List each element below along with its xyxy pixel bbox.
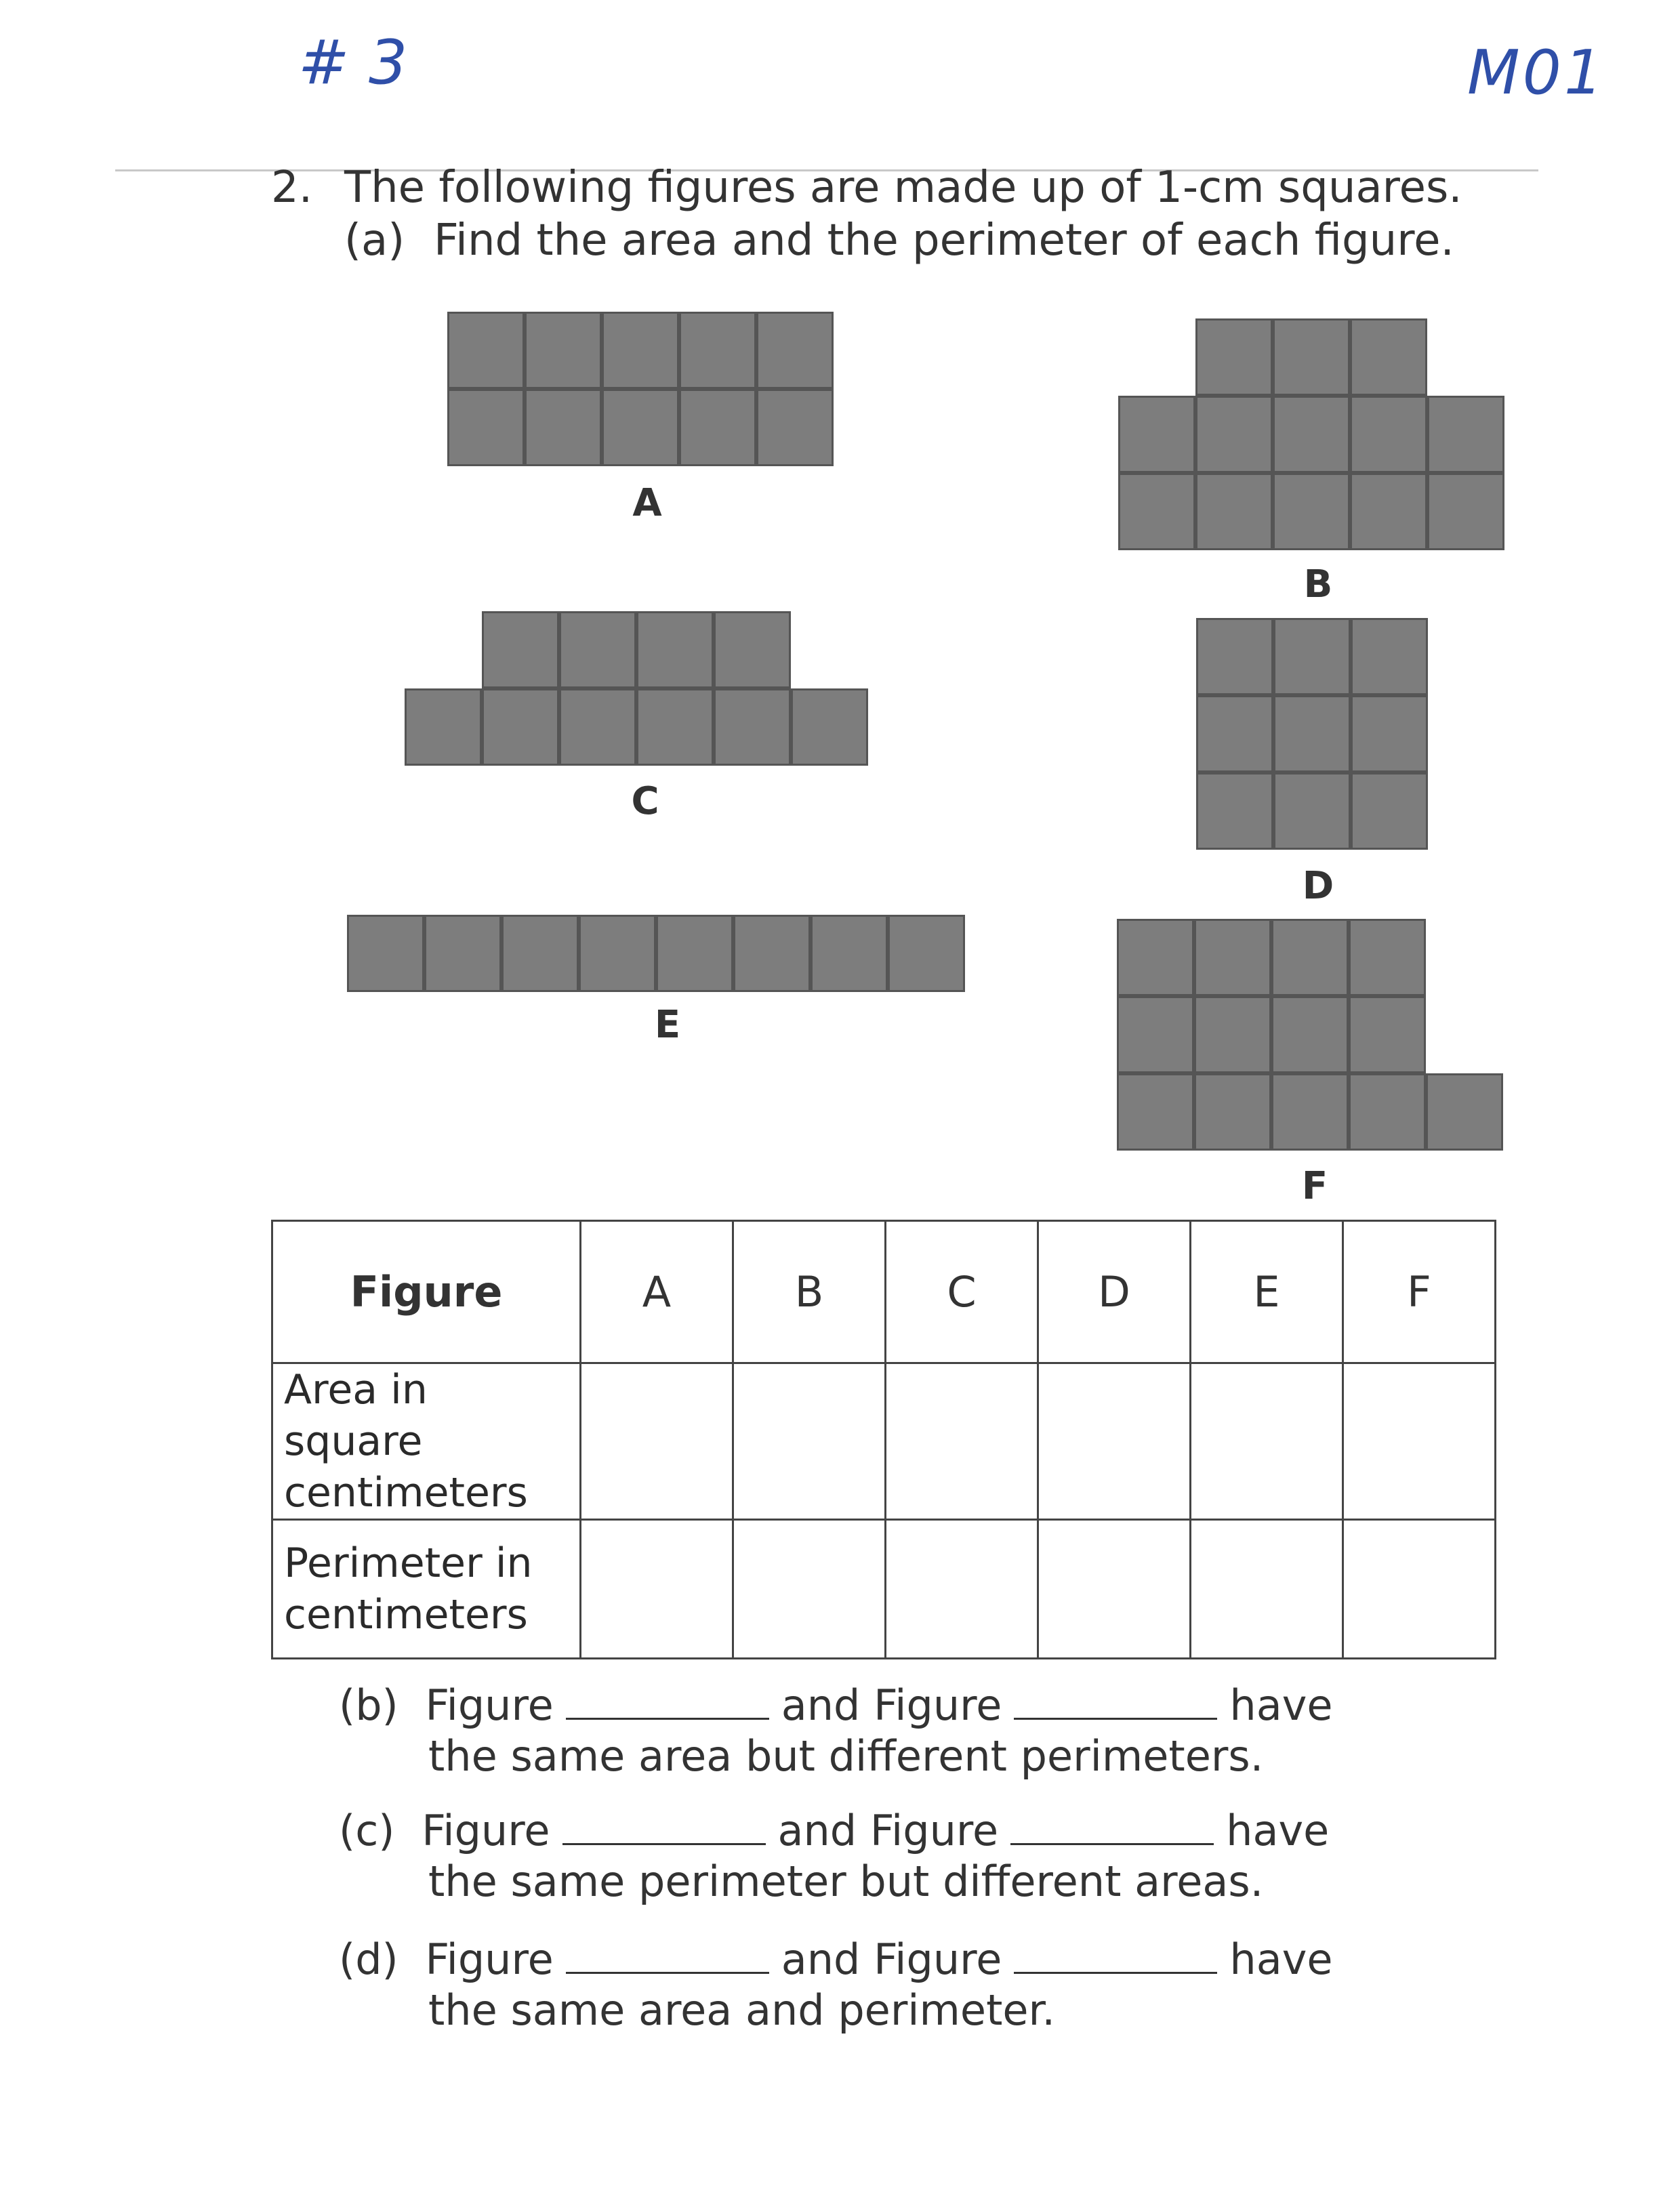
part-d-word1: Figure <box>425 1935 554 1984</box>
square <box>1349 919 1426 996</box>
part-d-line2: the same area and perimeter. <box>428 1985 1056 2035</box>
square <box>1273 695 1351 772</box>
table-row-perimeter <box>272 1520 1496 1659</box>
square <box>714 611 791 688</box>
perimeter-cell-f[interactable] <box>1343 1520 1496 1659</box>
perimeter-cell-b[interactable] <box>733 1520 886 1659</box>
square <box>1350 396 1427 473</box>
square <box>1196 695 1273 772</box>
square <box>501 915 579 992</box>
part-c-word2: and Figure <box>777 1806 999 1855</box>
square <box>756 312 834 389</box>
figure-a-label: A <box>632 481 662 525</box>
perimeter-cell-e[interactable] <box>1191 1520 1343 1659</box>
part-c-line1 <box>339 1806 1329 1855</box>
square <box>1350 318 1427 396</box>
square <box>1196 772 1273 850</box>
square <box>888 915 965 992</box>
table-row-area <box>272 1363 1496 1520</box>
area-cell-e[interactable] <box>1191 1363 1343 1520</box>
square <box>1117 919 1194 996</box>
part-b-word3: have <box>1229 1680 1333 1730</box>
question-number: 2. <box>271 163 313 213</box>
square <box>1273 318 1350 396</box>
part-c-blank-1[interactable] <box>562 1836 766 1845</box>
square <box>636 688 714 766</box>
square <box>1195 473 1273 550</box>
square <box>1273 396 1350 473</box>
square <box>1351 695 1428 772</box>
figure-b-label: B <box>1303 562 1333 606</box>
question-text: The following figures are made up of 1-cm squares. <box>344 163 1462 213</box>
part-c-word3: have <box>1226 1806 1330 1855</box>
square <box>482 611 559 688</box>
square <box>1273 618 1351 695</box>
figure-d-label: D <box>1302 864 1334 908</box>
table-header-col-d: D <box>1038 1221 1191 1363</box>
part-b-blank-2[interactable] <box>1014 1711 1217 1720</box>
table-header-figure: Figure <box>272 1221 581 1363</box>
square <box>482 688 559 766</box>
table-header-col-a: A <box>581 1221 733 1363</box>
part-b-line1 <box>339 1680 1333 1730</box>
table-header-col-c: C <box>886 1221 1038 1363</box>
figure-e-label: E <box>654 1003 681 1047</box>
square <box>1194 919 1271 996</box>
part-d-line1 <box>339 1935 1333 1984</box>
part-d-label: (d) <box>339 1935 398 1984</box>
perimeter-cell-d[interactable] <box>1038 1520 1191 1659</box>
square <box>1350 473 1427 550</box>
part-c-line2: the same perimeter but different areas. <box>428 1857 1264 1906</box>
square <box>811 915 888 992</box>
square <box>1351 772 1428 850</box>
area-cell-d[interactable] <box>1038 1363 1191 1520</box>
square <box>679 389 756 466</box>
square <box>1195 396 1273 473</box>
handwritten-code: M01 <box>1467 37 1606 108</box>
part-b-line2: the same area but different perimeters. <box>428 1731 1264 1781</box>
square <box>1271 1073 1349 1151</box>
square <box>1271 996 1349 1073</box>
part-c-label: (c) <box>339 1806 395 1855</box>
part-d-blank-1[interactable] <box>566 1965 769 1974</box>
square <box>602 389 679 466</box>
square <box>525 312 602 389</box>
part-c-blank-2[interactable] <box>1010 1836 1214 1845</box>
part-d-word2: and Figure <box>781 1935 1002 1984</box>
perimeter-cell-c[interactable] <box>886 1520 1038 1659</box>
square <box>1195 318 1273 396</box>
figure-c <box>405 611 868 766</box>
square <box>1427 473 1504 550</box>
table-header-col-b: B <box>733 1221 886 1363</box>
square <box>1273 772 1351 850</box>
square <box>579 915 656 992</box>
square <box>1349 1073 1426 1151</box>
square <box>405 688 482 766</box>
figure-f-label: F <box>1301 1164 1328 1208</box>
square <box>602 312 679 389</box>
square <box>447 389 525 466</box>
part-c-word1: Figure <box>422 1806 550 1855</box>
square <box>791 688 868 766</box>
part-b-word1: Figure <box>425 1680 554 1730</box>
area-cell-c[interactable] <box>886 1363 1038 1520</box>
answer-table <box>271 1220 1496 1659</box>
figure-b <box>1118 318 1504 550</box>
square <box>1273 473 1350 550</box>
table-header-col-f: F <box>1343 1221 1496 1363</box>
square <box>733 915 811 992</box>
part-a-text: Find the area and the perimeter of each figure. <box>434 215 1454 266</box>
square <box>1117 1073 1194 1151</box>
square <box>679 312 756 389</box>
row-label-perimeter-line1: Perimeter in <box>284 1540 533 1587</box>
part-b-label: (b) <box>339 1680 398 1730</box>
square <box>1196 618 1273 695</box>
square <box>1427 396 1504 473</box>
area-cell-b[interactable] <box>733 1363 886 1520</box>
figure-c-label: C <box>631 779 659 823</box>
square <box>525 389 602 466</box>
figure-e <box>347 915 965 992</box>
figure-f <box>1117 919 1503 1151</box>
square <box>656 915 733 992</box>
square <box>1349 996 1426 1073</box>
row-label-area <box>272 1363 581 1520</box>
square <box>1194 1073 1271 1151</box>
part-b-blank-1[interactable] <box>566 1711 769 1720</box>
square <box>1351 618 1428 695</box>
handwritten-number: # 3 <box>298 27 408 98</box>
part-a-label: (a) <box>344 215 405 266</box>
figure-d <box>1196 618 1428 850</box>
square <box>347 915 424 992</box>
square <box>1118 396 1195 473</box>
square <box>559 688 636 766</box>
part-d-word3: have <box>1229 1935 1333 1984</box>
square <box>1117 996 1194 1073</box>
table-header-col-e: E <box>1191 1221 1343 1363</box>
square <box>1271 919 1349 996</box>
part-d-blank-2[interactable] <box>1014 1965 1217 1974</box>
square <box>714 688 791 766</box>
figure-a <box>447 312 834 466</box>
part-b-word2: and Figure <box>781 1680 1002 1730</box>
square <box>756 389 834 466</box>
table-header-row <box>272 1221 1496 1363</box>
row-label-perimeter-line2: centimeters <box>284 1591 528 1638</box>
row-label-area-line2: centimeters <box>284 1469 528 1516</box>
area-cell-f[interactable] <box>1343 1363 1496 1520</box>
area-cell-a[interactable] <box>581 1363 733 1520</box>
square <box>447 312 525 389</box>
square <box>1426 1073 1503 1151</box>
perimeter-cell-a[interactable] <box>581 1520 733 1659</box>
square <box>1194 996 1271 1073</box>
row-label-area-line1: Area in square <box>284 1366 428 1465</box>
row-label-perimeter <box>272 1520 581 1659</box>
square <box>424 915 501 992</box>
square <box>559 611 636 688</box>
square <box>636 611 714 688</box>
square <box>1118 473 1195 550</box>
